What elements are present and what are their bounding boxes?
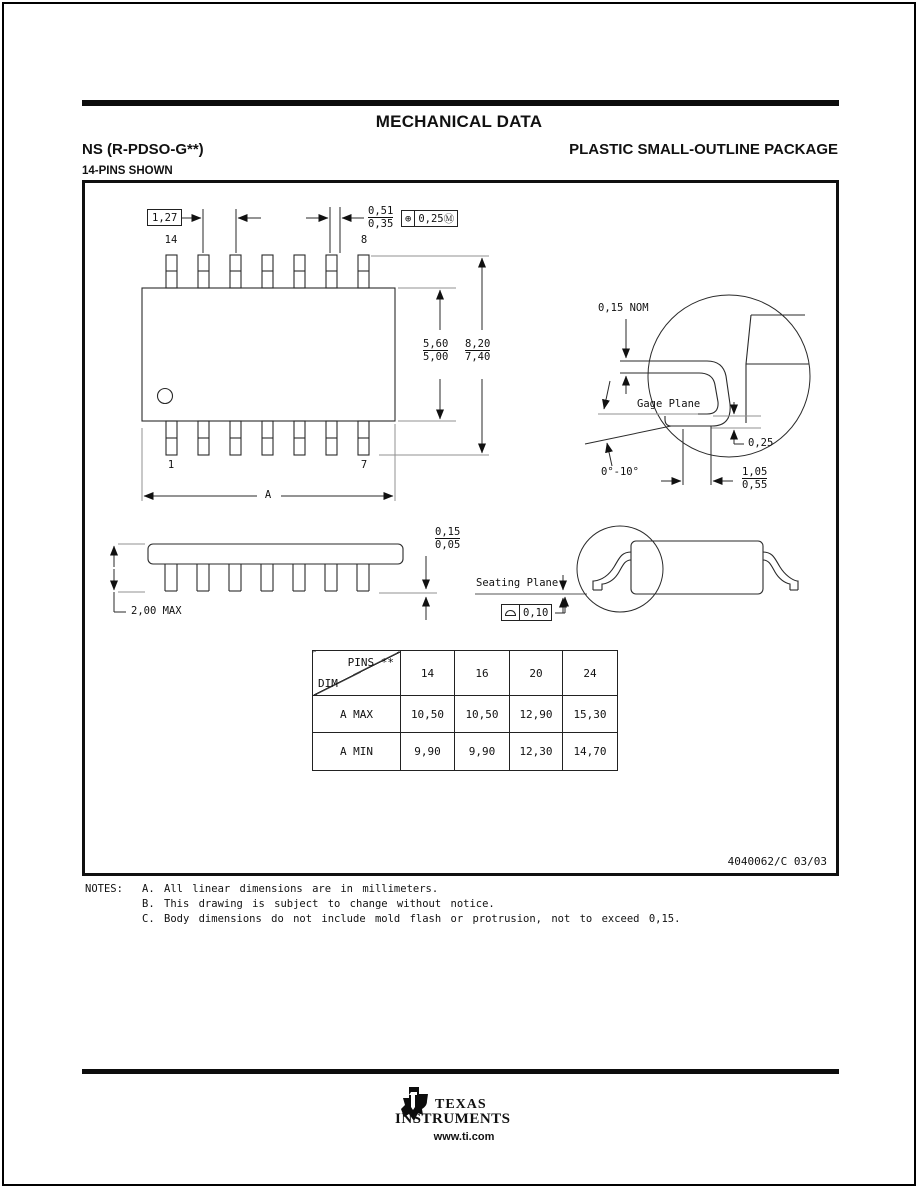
table-cell: 14,70 (563, 733, 618, 771)
seating-plane-label: Seating Plane (476, 577, 559, 589)
package-code: NS (R-PDSO-G**) (82, 141, 204, 158)
table-corner-dim: DIM (318, 677, 338, 690)
note-id: A. (142, 883, 155, 895)
pins-dim-table (312, 650, 618, 771)
lead-thickness-label: 0,15 NOM (598, 302, 649, 314)
pitch-dimension-box (147, 209, 182, 226)
row-label: A MIN (313, 733, 401, 771)
side-view (148, 544, 403, 591)
brand-texas: TEXAS (435, 1097, 487, 1112)
note-text: This drawing is subject to change without notice. (164, 898, 495, 910)
seating-plane-view (475, 526, 798, 613)
table-cell: 12,90 (510, 696, 563, 733)
notes-heading: NOTES: (85, 883, 123, 895)
table-col-header: 20 (510, 651, 563, 696)
note-text: All linear dimensions are in millimeters. (164, 883, 439, 895)
note-id: B. (142, 898, 155, 910)
table-cell: 10,50 (401, 696, 455, 733)
max-height-label: 2,00 MAX (131, 605, 182, 617)
table-corner-cell (313, 651, 401, 696)
ti-url: www.ti.com (433, 1131, 495, 1143)
top-view (142, 255, 395, 455)
drawing-frame (82, 180, 839, 876)
seating-plane-symbol-icon (505, 610, 516, 616)
pin-label-8: 8 (360, 234, 368, 246)
position-tolerance-value: 0,25 (418, 212, 444, 225)
page-title: MECHANICAL DATA (375, 112, 543, 131)
mmc-modifier-icon: Ⓜ (443, 213, 455, 225)
position-tolerance-frame (401, 210, 458, 227)
note-text: Body dimensions do not include mold flash or protrusion, not to exceed 0,15. (164, 913, 681, 925)
table-row (313, 696, 618, 733)
package-type: PLASTIC SMALL-OUTLINE PACKAGE (569, 141, 838, 158)
pins-shown-label: 14-PINS SHOWN (82, 165, 173, 177)
table-corner-pins: PINS ** (347, 656, 394, 669)
gage-plane-label: Gage Plane (637, 398, 701, 410)
table-row (313, 733, 618, 771)
gage-offset-label: 0,25 (748, 437, 774, 449)
note-id: C. (142, 913, 155, 925)
table-cell: 9,90 (455, 733, 510, 771)
flatness-tolerance-frame (501, 604, 552, 621)
table-cell: 15,30 (563, 696, 618, 733)
pin-label-14: 14 (164, 234, 178, 246)
table-cell: 9,90 (401, 733, 455, 771)
pin-label-1: 1 (167, 459, 175, 471)
document-number: 4040062/C 03/03 (727, 855, 827, 868)
table-cell: 10,50 (455, 696, 510, 733)
flatness-value: 0,10 (519, 605, 551, 620)
table-col-header: 24 (563, 651, 618, 696)
lead-angle-label: 0°-10° (601, 466, 639, 478)
table-col-header: 16 (455, 651, 510, 696)
overall-length-label: A (264, 489, 272, 501)
lead-span-dimension: $\frac{8,20}{7,40}$ (465, 338, 491, 363)
pitch-value: 1,27 (152, 211, 178, 224)
body-width-dimension: $\frac{5,60}{5,00}$ (423, 338, 449, 363)
standoff-dimension: $\frac{0,15}{0,05}$ (435, 526, 461, 551)
position-symbol-icon: ⊕ (405, 212, 412, 225)
ti-logo (395, 1086, 529, 1148)
lead-width-dimension: $\frac{0,51}{0,35}$ (368, 205, 394, 230)
footer-rule (82, 1069, 839, 1074)
table-cell: 12,30 (510, 733, 563, 771)
table-col-header: 14 (401, 651, 455, 696)
row-label: A MAX (313, 696, 401, 733)
pin-label-7: 7 (360, 459, 368, 471)
brand-instruments: INSTRUMENTS (395, 1111, 511, 1127)
header-rule (82, 100, 839, 106)
lead-detail (620, 295, 810, 457)
foot-length-dimension: $\frac{1,05}{0,55}$ (742, 466, 768, 491)
